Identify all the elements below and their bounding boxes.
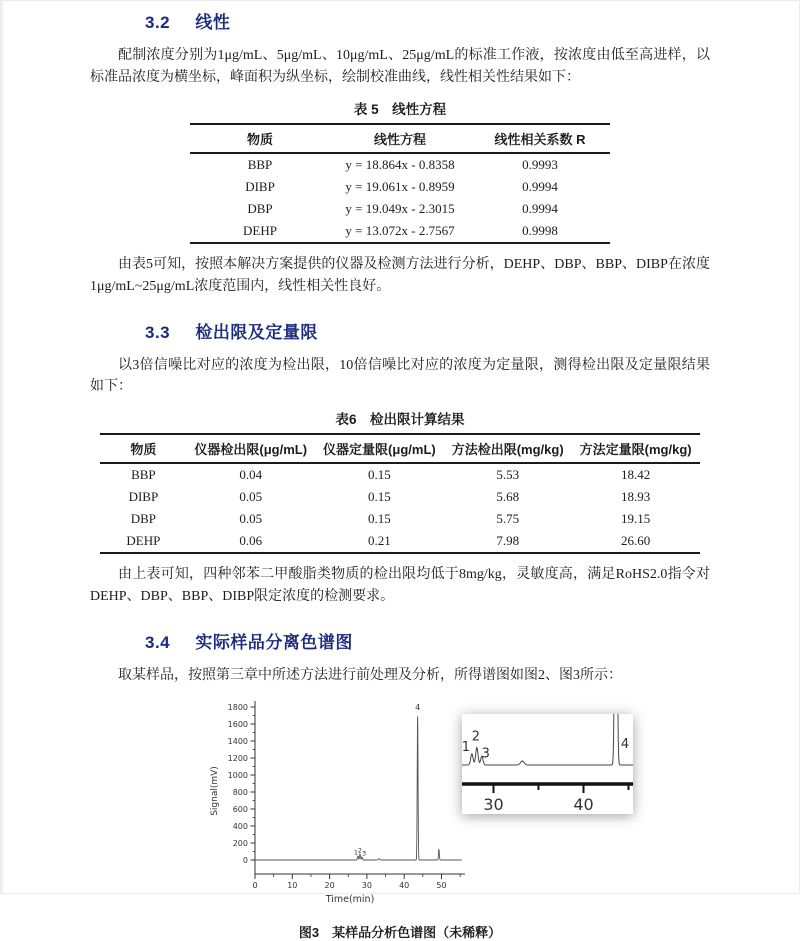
cell-value: 0.05 [239, 511, 263, 527]
cell-value: 18.42 [621, 467, 651, 483]
svg-text:1400: 1400 [227, 736, 248, 746]
section-title: 实际样品分离色谱图 [195, 632, 353, 652]
cell-r: 0.9998 [522, 223, 558, 239]
paragraph-lod-conclusion: 由上表可知，四种邻苯二甲酸脂类物质的检出限均低于8mg/kg，灵敏度高，满足RoHS2.0指令对DEHP、DBP、BBP、DIBP限定浓度的检测要求。 [90, 567, 710, 604]
svg-text:3: 3 [361, 849, 367, 858]
cell-equation: y = 19.061x - 0.8959 [345, 179, 455, 195]
svg-text:40: 40 [573, 795, 594, 815]
table6-detection-limits [100, 433, 699, 554]
svg-text:3: 3 [481, 746, 490, 762]
svg-text:Time(min): Time(min) [325, 894, 375, 906]
section-title: 线性 [195, 13, 231, 32]
table6-header-row [100, 434, 699, 463]
paragraph-sample-intro: 取某样品，按照第三章中所述方法进行前处理及分析，所得谱图如图2、图3所示： [118, 667, 622, 683]
cell-value: 0.21 [368, 533, 391, 549]
cell-value: 0.05 [239, 489, 263, 505]
paragraph-lod-intro: 以3倍信噪比对应的浓度为检出限，10倍信噪比对应的浓度为定量限，测得检出限及定量限结果如下： [90, 357, 710, 395]
table5-caption: 表 5 线性方程 [353, 102, 447, 118]
cell-value: 7.98 [496, 533, 520, 549]
cell-equation: y = 13.072x - 2.7567 [345, 223, 455, 239]
svg-text:800: 800 [232, 787, 248, 797]
svg-text:Signal(mV): Signal(mV) [210, 766, 220, 816]
figure3-caption: 图3 某样品分析色谱图（未稀释） [298, 925, 502, 941]
svg-text:4: 4 [620, 737, 630, 753]
cell-substance: DEHP [243, 223, 277, 239]
svg-text:600: 600 [232, 804, 248, 814]
cell-r: 0.9994 [522, 179, 558, 195]
section-title: 检出限及定量限 [195, 322, 318, 342]
table-row [190, 176, 610, 198]
section-heading-3-2 [145, 8, 710, 33]
table5-linearity [190, 123, 610, 244]
cell-value: 0.15 [368, 467, 391, 483]
chromatogram-inset-plot [462, 714, 633, 814]
table-row [100, 463, 699, 486]
svg-text:0: 0 [242, 855, 248, 865]
table5-header-r: 线性相关系数 R [470, 124, 610, 153]
cell-substance: DIBP [245, 179, 275, 195]
table-row [190, 153, 610, 176]
svg-text:1200: 1200 [227, 753, 248, 763]
svg-text:0: 0 [252, 881, 258, 891]
svg-text:2: 2 [471, 729, 480, 745]
section-number: 3.3 [145, 322, 171, 342]
table-row [190, 220, 610, 243]
cell-value: 26.60 [621, 533, 651, 549]
table5-header-equation: 线性方程 [330, 124, 470, 153]
svg-text:1: 1 [462, 739, 471, 755]
svg-text:30: 30 [361, 881, 372, 891]
section-number: 3.4 [145, 632, 171, 652]
svg-text:10: 10 [287, 881, 298, 891]
cell-substance: DEHP [126, 533, 161, 549]
table6-header-lod-inst: 仪器检出限(μg/mL) [186, 434, 315, 463]
chromatogram-inset [462, 714, 633, 814]
cell-value: 0.15 [368, 489, 391, 505]
paragraph-linearity-conclusion: 由表5可知，按照本解决方案提供的仪器及检测方法进行分析，DEHP、DBP、BBP、DIBP在浓度1μg/mL~25μg/mL浓度范围内，线性相关性良好。 [90, 257, 710, 295]
chromatogram-plot [203, 696, 473, 914]
cell-equation: y = 18.864x - 0.8358 [345, 157, 455, 173]
cell-substance: DBP [247, 201, 273, 217]
cell-value: 19.15 [621, 511, 651, 527]
svg-text:2: 2 [357, 846, 363, 855]
svg-text:30: 30 [483, 795, 504, 815]
cell-value: 0.04 [239, 467, 263, 483]
svg-text:50: 50 [436, 881, 447, 891]
section-heading-3-3 [145, 318, 710, 343]
cell-substance: DBP [130, 511, 157, 527]
figure3-chromatogram [90, 696, 710, 914]
svg-text:4: 4 [415, 702, 421, 712]
table-row [100, 508, 699, 530]
svg-text:1600: 1600 [227, 719, 248, 729]
cell-substance: BBP [247, 157, 273, 173]
cell-value: 5.53 [496, 467, 520, 483]
svg-text:1000: 1000 [227, 770, 248, 780]
cell-r: 0.9993 [522, 157, 558, 173]
svg-text:1: 1 [353, 848, 359, 857]
table6-caption: 表6 检出限计算结果 [335, 412, 465, 428]
cell-r: 0.9994 [522, 201, 558, 217]
table6-header-loq-inst: 仪器定量限(μg/mL) [315, 434, 444, 463]
table-row [100, 530, 699, 553]
section-number: 3.2 [145, 13, 171, 32]
table5-header-row [190, 124, 610, 153]
cell-equation: y = 19.049x - 2.3015 [345, 201, 455, 217]
section-heading-3-4 [145, 628, 710, 653]
cell-value: 0.15 [368, 511, 391, 527]
table5-header-substance: 物质 [190, 124, 330, 153]
svg-text:40: 40 [399, 881, 410, 891]
cell-value: 18.93 [621, 489, 651, 505]
svg-text:200: 200 [232, 838, 248, 848]
cell-substance: DIBP [128, 489, 159, 505]
table6-header-substance: 物质 [100, 434, 186, 463]
svg-text:1800: 1800 [227, 702, 248, 712]
svg-text:20: 20 [324, 881, 335, 891]
cell-value: 0.06 [239, 533, 263, 549]
table-row [100, 486, 699, 508]
table6-header-loq-method: 方法定量限(mg/kg) [572, 434, 700, 463]
cell-substance: BBP [131, 467, 156, 483]
table6-header-lod-method: 方法检出限(mg/kg) [444, 434, 572, 463]
table-row [190, 198, 610, 220]
svg-text:400: 400 [232, 821, 248, 831]
cell-value: 5.68 [496, 489, 520, 505]
paragraph-linearity-intro: 配制浓度分别为1μg/mL、5μg/mL、10μg/mL、25μg/mL的标准工作液，按浓度由低至高进样，以标准品浓度为横坐标，峰面积为纵坐标，绘制校准曲线，线性相关性结果如下： [90, 48, 710, 85]
cell-value: 5.75 [496, 511, 520, 527]
